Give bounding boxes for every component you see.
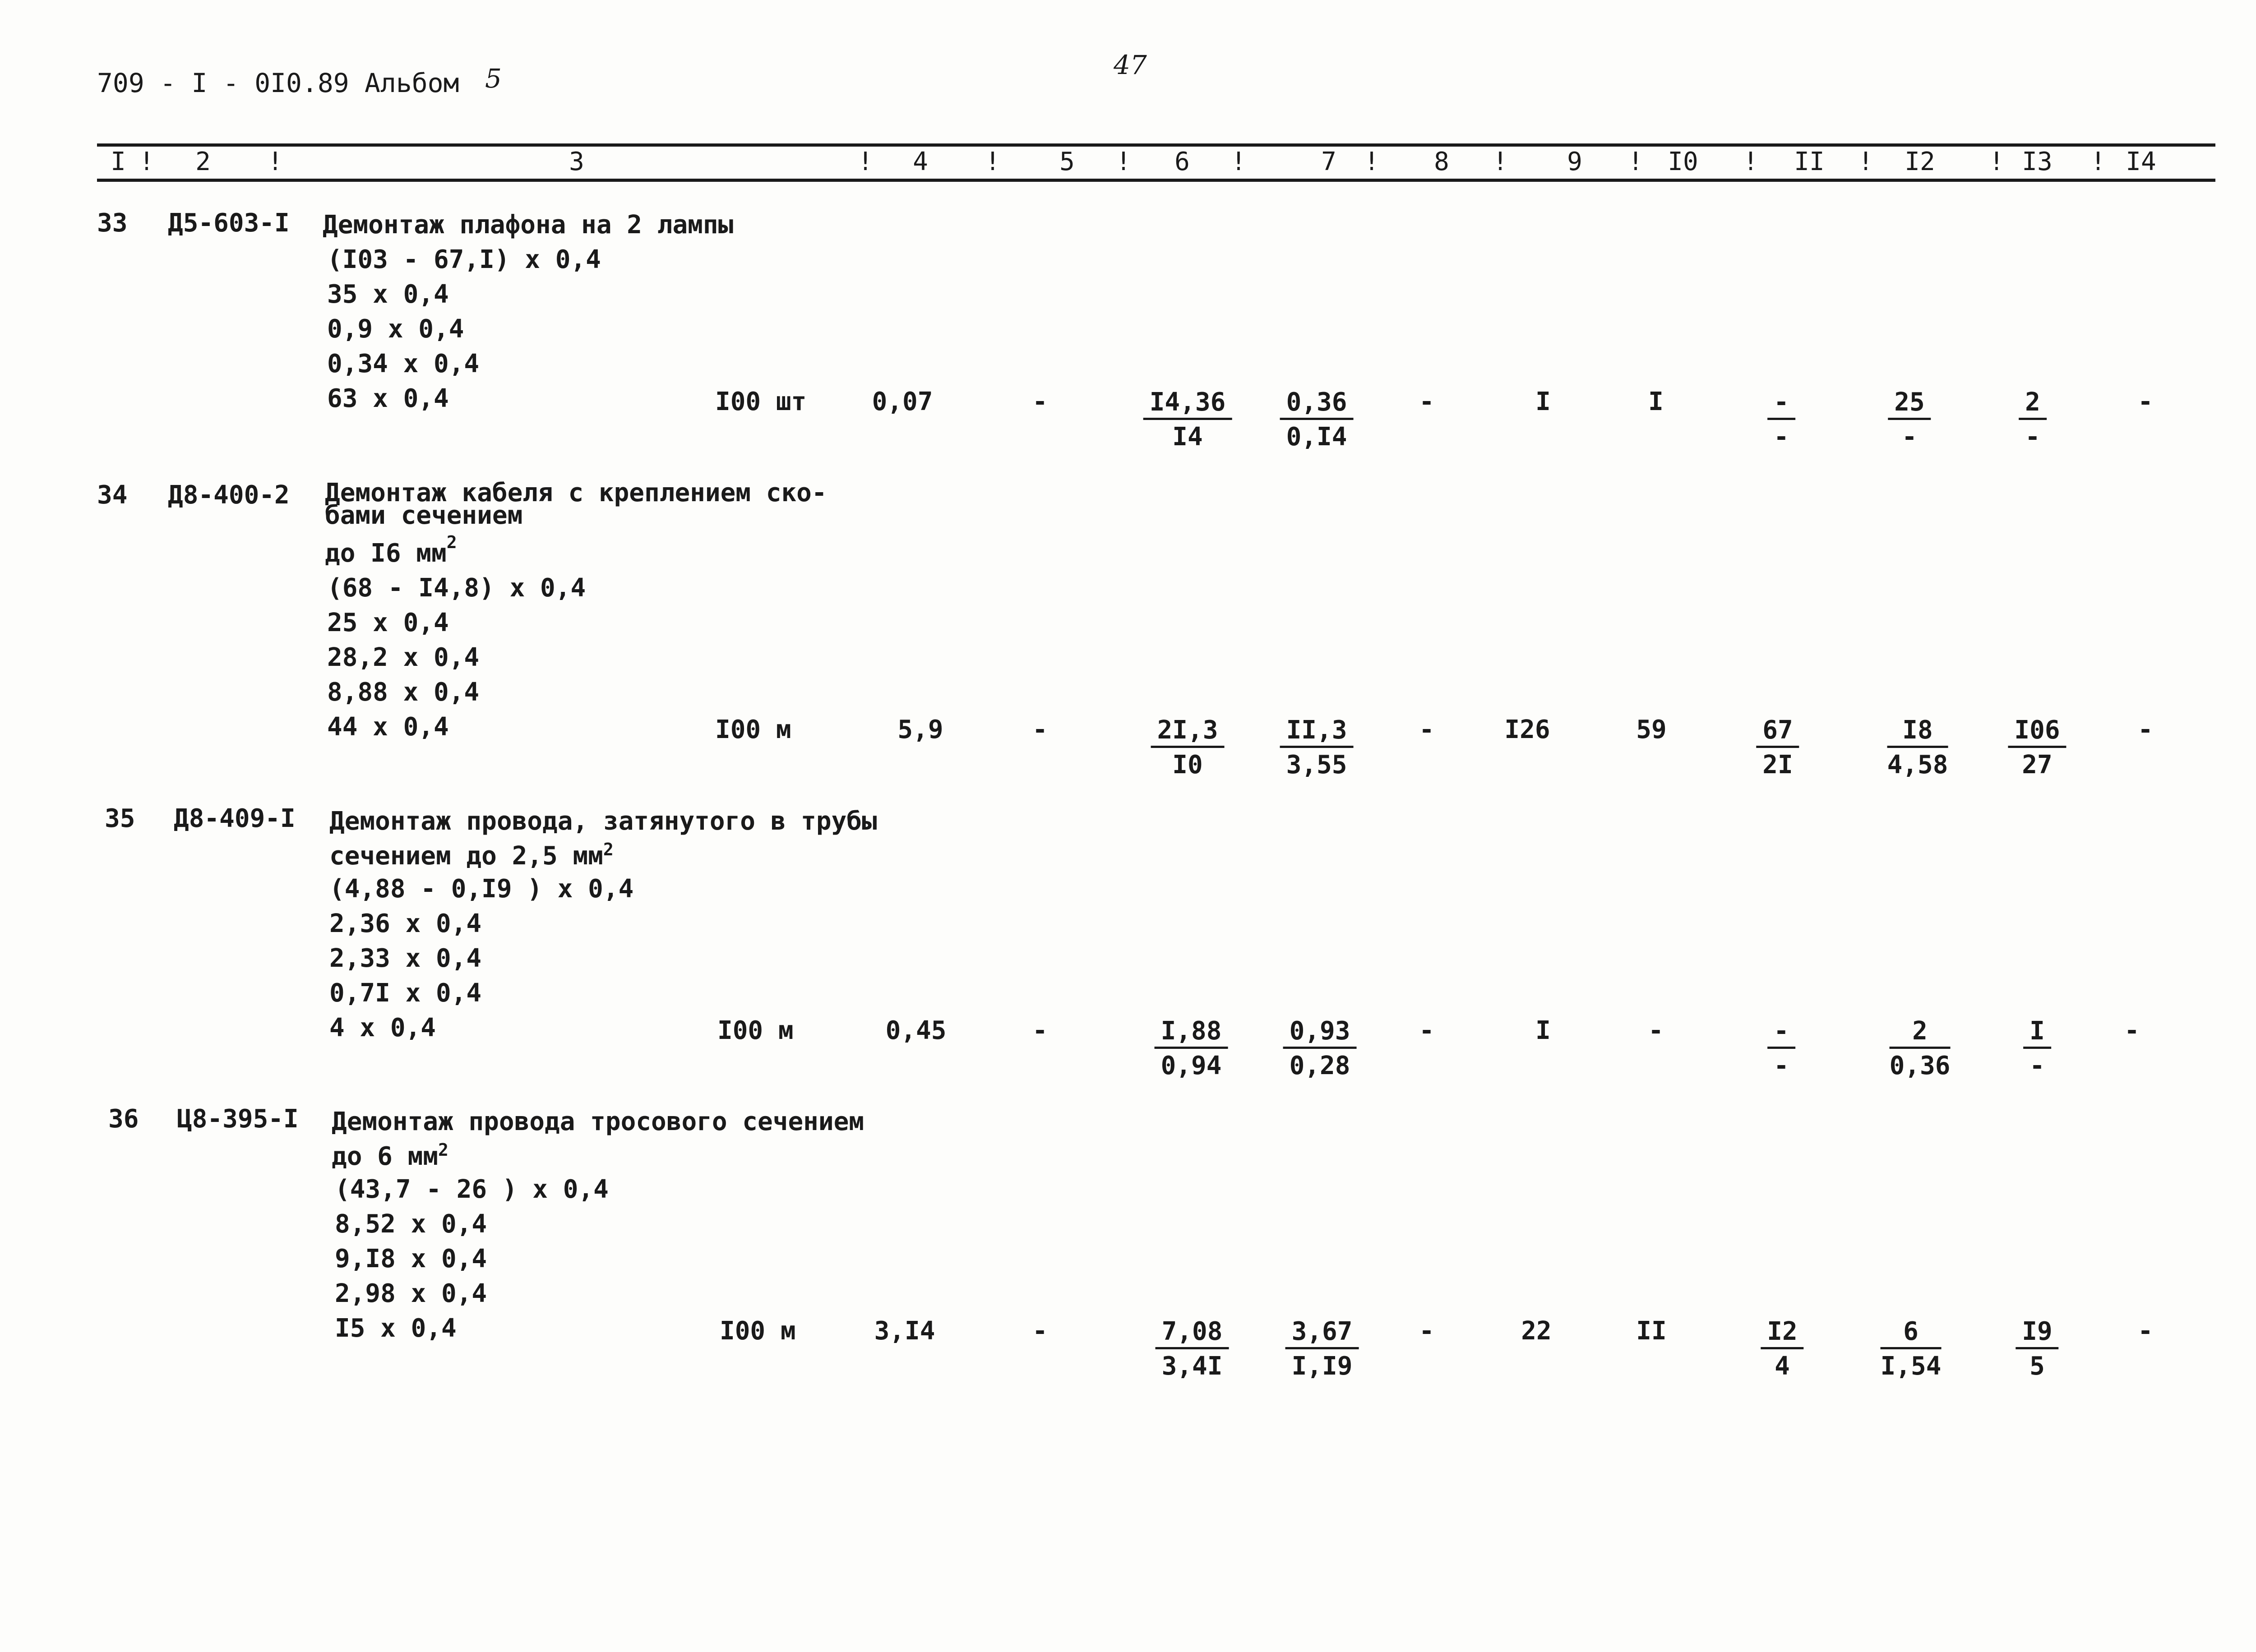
col-header-6: 6 (1174, 147, 1190, 176)
col8-value: - (1419, 387, 1434, 416)
col-header-8: 8 (1434, 147, 1449, 176)
col10-value: - (1648, 1016, 1664, 1045)
col11-fraction: $\frac{67}{2I}$ (1756, 715, 1799, 782)
album-label: Альбом (365, 68, 459, 98)
col-separator: ! (268, 147, 283, 176)
col14-value: - (2138, 1316, 2153, 1346)
col13-fraction: $\frac{I06}{27}$ (2008, 715, 2066, 782)
col8-value: - (1419, 715, 1434, 744)
col4-value: 0,45 (885, 1016, 947, 1045)
col13-fraction: I - (2023, 1016, 2051, 1083)
col-separator: ! (1493, 147, 1508, 176)
col-header-13: I3 (2022, 147, 2053, 176)
col11-fraction: - - (1767, 387, 1795, 454)
header-top-rule (97, 143, 2215, 147)
col-separator: ! (1858, 147, 1873, 176)
work-title-tail: до I6 $мм^2$ (325, 532, 457, 568)
col7-fraction: $\frac{II,3}{3,55}$ (1280, 715, 1354, 782)
col-header-4: 4 (913, 147, 928, 176)
page-number: 47 (1114, 50, 1147, 80)
col7-fraction: $\frac{3,67}{I,I9}$ (1285, 1316, 1359, 1384)
col8-value: - (1419, 1316, 1434, 1346)
col12-fraction: $\frac{2}{0,36}$ (1889, 1016, 1951, 1080)
col13-fraction: 2 - (2019, 387, 2047, 454)
col6-fraction: $\frac{7,08}{3,4I}$ (1156, 1316, 1229, 1384)
document-code: 709 - I - 0I0.89 (97, 68, 349, 98)
col5-value: - (1032, 1016, 1048, 1045)
col4-value: 5,9 (897, 715, 943, 744)
calc-lines: (68 - I4,8) x 0,4 25 x 0,4 28,2 x 0,4 8,88 x 0,4 44 x 0,4 (327, 573, 586, 742)
col-separator: ! (1743, 147, 1758, 176)
col-separator: ! (1628, 147, 1643, 176)
col7-fraction: $\frac{0,93}{0,28}$ (1283, 1016, 1357, 1083)
col9-value: 22 (1521, 1316, 1552, 1346)
col5-value: - (1032, 387, 1048, 416)
rate-code: Д5-603-I (168, 208, 290, 238)
row-number: 33 (97, 208, 128, 238)
work-title: Демонтаж провода, затянутого в трубы сечением до 2,5 $мм^2$ (329, 807, 877, 871)
col-separator: ! (139, 147, 154, 176)
row-number: 36 (108, 1104, 139, 1134)
calc-lines: (I03 - 67,I) x 0,4 35 x 0,4 0,9 x 0,4 0,34 x 0,4 63 x 0,4 (327, 245, 601, 413)
col-separator: ! (1989, 147, 2004, 176)
col11-fraction: $\frac{I2}{4}$ (1761, 1316, 1803, 1384)
rate-code: Ц8-395-I (177, 1104, 299, 1134)
col-header-14: I4 (2126, 147, 2156, 176)
col6-fraction: $\frac{2I,3}{I0}$ (1151, 715, 1225, 782)
col10-value: I (1648, 387, 1664, 416)
col-header-11: II (1794, 147, 1825, 176)
row-number: 35 (105, 804, 135, 833)
col-separator: ! (2090, 147, 2106, 176)
col10-value: II (1636, 1316, 1667, 1346)
col11-fraction: - - (1767, 1016, 1795, 1083)
unit: I00 м (715, 715, 791, 744)
col-separator: ! (1231, 147, 1246, 176)
work-title: Демонтаж плафона на 2 лампы (323, 210, 734, 240)
col9-value: I26 (1504, 715, 1550, 744)
col-header-9: 9 (1567, 147, 1582, 176)
unit: I00 шт (715, 387, 807, 416)
col12-fraction: $\frac{I8}{4,58}$ (1887, 715, 1948, 780)
col5-value: - (1032, 1316, 1048, 1346)
work-title: Демонтаж провода тросового сечением до 6 $мм^2$ (332, 1107, 864, 1171)
col-header-3: 3 (569, 147, 584, 176)
row-number: 34 (97, 480, 128, 510)
col-header-10: I0 (1668, 147, 1698, 176)
col9-value: I (1535, 1016, 1551, 1045)
col5-value: - (1032, 715, 1048, 744)
col13-fraction: $\frac{I9}{5}$ (2016, 1316, 2058, 1384)
col6-fraction: $\frac{I4,36}{I4}$ (1143, 387, 1232, 454)
calc-lines: (43,7 - 26 ) x 0,4 8,52 x 0,4 9,I8 x 0,4 2,98 x 0,4 I5 x 0,4 (335, 1175, 609, 1343)
col14-value: - (2138, 387, 2153, 416)
col14-value: - (2138, 715, 2153, 744)
unit: I00 м (720, 1316, 796, 1346)
col-separator: ! (858, 147, 873, 176)
col12-fraction: $\frac{6}{I,54}$ (1880, 1317, 1942, 1381)
col14-value: - (2124, 1016, 2140, 1045)
album-number: 5 (485, 63, 502, 94)
col-header-1: I (111, 147, 126, 176)
col-separator: ! (1364, 147, 1379, 176)
col8-value: - (1419, 1016, 1434, 1045)
rate-code: Д8-409-I (174, 804, 296, 833)
col-separator: ! (985, 147, 1000, 176)
col9-value: I (1535, 387, 1551, 416)
col7-fraction: $\frac{0,36}{0,I4}$ (1280, 387, 1354, 454)
col12-fraction: 25 - (1888, 387, 1931, 454)
col4-value: 0,07 (872, 387, 933, 416)
col-header-12: I2 (1905, 147, 1935, 176)
col-separator: ! (1116, 147, 1131, 176)
col-header-2: 2 (195, 147, 211, 176)
col6-fraction: $\frac{I,88}{0,94}$ (1155, 1016, 1228, 1083)
col-header-7: 7 (1321, 147, 1336, 176)
work-title: Демонтаж кабеля с креплением ско- бами сечением (325, 478, 827, 530)
col10-value: 59 (1636, 715, 1667, 744)
col4-value: 3,I4 (874, 1316, 935, 1346)
col-header-5: 5 (1059, 147, 1075, 176)
header-bottom-rule (97, 179, 2215, 182)
calc-lines: (4,88 - 0,I9 ) x 0,4 2,36 x 0,4 2,33 x 0,4 0,7I x 0,4 4 x 0,4 (329, 874, 634, 1043)
unit: I00 м (717, 1016, 794, 1045)
rate-code: Д8-400-2 (168, 480, 290, 510)
